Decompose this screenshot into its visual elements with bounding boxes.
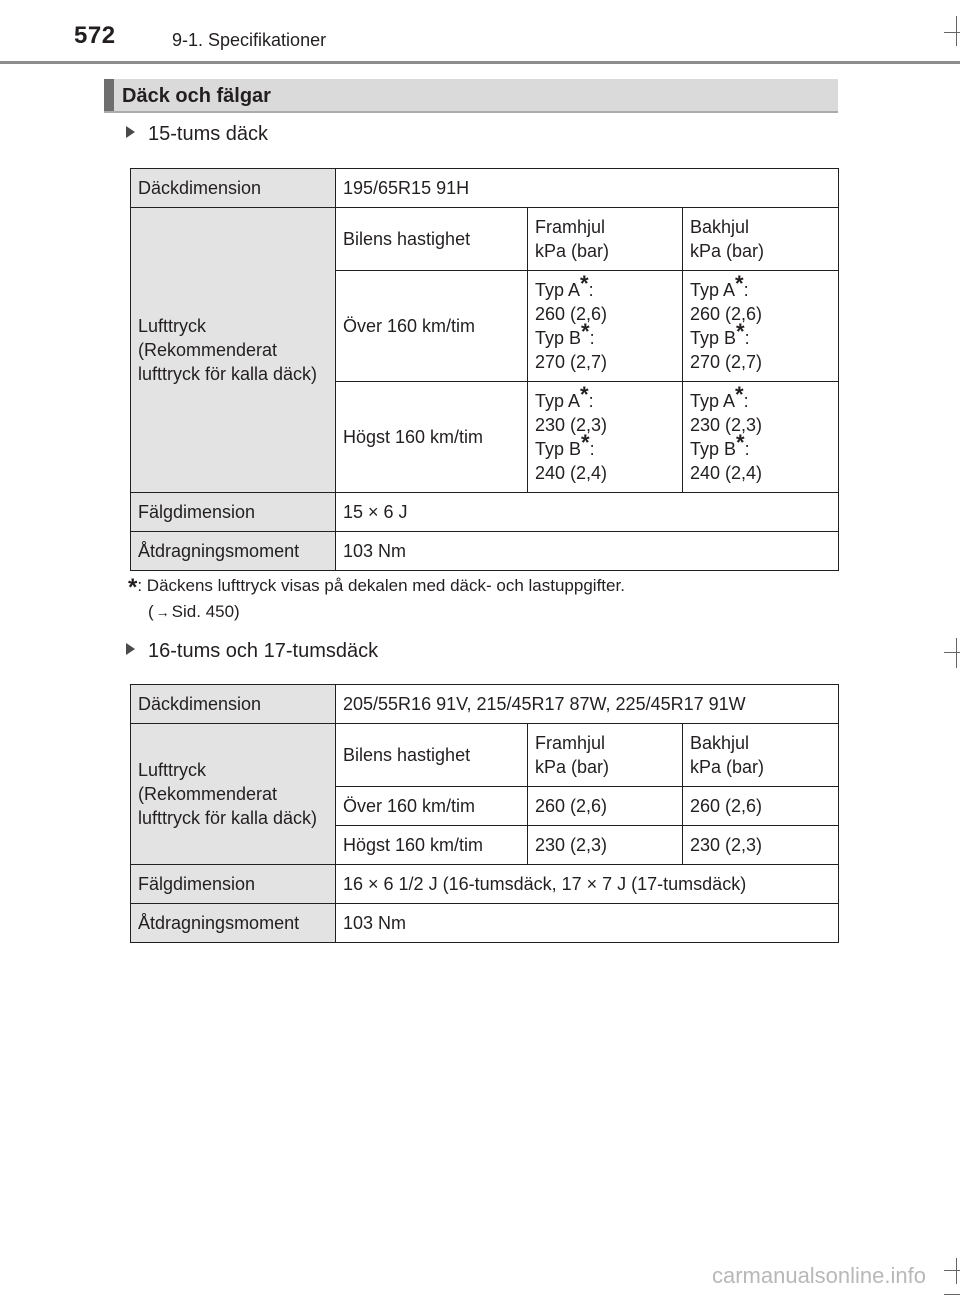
tire-table-16-17 <box>130 684 839 943</box>
pressure-label: Lufttryck (Rekommenderat lufttryck för kalla däck) <box>131 724 336 865</box>
pressure-label: Lufttryck (Rekommenderat lufttryck för kalla däck) <box>131 208 336 493</box>
crop-mark-top <box>944 16 960 46</box>
speed-header: Bilens hastighet <box>336 208 528 271</box>
rear-pressure-under: Typ A*: 230 (2,3) Typ B*: 240 (2,4) <box>683 382 839 493</box>
front-header: Framhjul kPa (bar) <box>528 724 683 787</box>
dimension-value: 205/55R16 91V, 215/45R17 87W, 225/45R17 91W <box>336 685 839 724</box>
dimension-label: Däckdimension <box>131 685 336 724</box>
rear-pressure-under: 230 (2,3) <box>683 826 839 865</box>
rear-header: Bakhjul kPa (bar) <box>683 724 839 787</box>
subheading-15: 15-tums däck <box>126 123 268 146</box>
front-header: Framhjul kPa (bar) <box>528 208 683 271</box>
table-row <box>131 904 839 943</box>
rear-pressure-over: 260 (2,6) <box>683 787 839 826</box>
header-rule <box>0 61 960 64</box>
rim-value: 16 × 6 1/2 J (16-tumsdäck, 17 × 7 J (17-tumsdäck) <box>336 865 839 904</box>
torque-label: Åtdragningsmoment <box>131 532 336 571</box>
dimension-label: Däckdimension <box>131 169 336 208</box>
footnote-marker: * <box>128 574 138 601</box>
table-row <box>131 865 839 904</box>
speed-under: Högst 160 km/tim <box>336 382 528 493</box>
triangle-bullet-icon <box>126 126 135 138</box>
section-title: Däck och fälgar <box>122 85 271 107</box>
chapter-title: 9-1. Specifikationer <box>172 30 327 50</box>
speed-over: Över 160 km/tim <box>336 787 528 826</box>
front-pressure-over: 260 (2,6) <box>528 787 683 826</box>
front-pressure-over: Typ A*: 260 (2,6) Typ B*: 270 (2,7) <box>528 271 683 382</box>
torque-value: 103 Nm <box>336 532 839 571</box>
table-row <box>131 724 839 787</box>
page-number: 572 <box>74 22 116 49</box>
speed-under: Högst 160 km/tim <box>336 826 528 865</box>
section-accent <box>104 79 114 111</box>
rim-label: Fälgdimension <box>131 493 336 532</box>
dimension-value: 195/65R15 91H <box>336 169 839 208</box>
front-pressure-under: Typ A*: 230 (2,3) Typ B*: 240 (2,4) <box>528 382 683 493</box>
rear-pressure-over: Typ A*: 260 (2,6) Typ B*: 270 (2,7) <box>683 271 839 382</box>
triangle-bullet-icon <box>126 643 135 655</box>
table-row <box>131 493 839 532</box>
tire-table-15 <box>130 168 839 571</box>
table-row <box>131 685 839 724</box>
crop-mark-bottom <box>944 1258 960 1298</box>
rim-label: Fälgdimension <box>131 865 336 904</box>
torque-value: 103 Nm <box>336 904 839 943</box>
section-heading <box>104 79 838 113</box>
watermark: carmanualsonline.info <box>711 1263 926 1288</box>
footnote-text: : Däckens lufttryck visas på dekalen med däck- och lastuppgifter. <box>137 576 625 595</box>
speed-header: Bilens hastighet <box>336 724 528 787</box>
table-row <box>131 169 839 208</box>
footnote <box>128 574 625 624</box>
front-pressure-under: 230 (2,3) <box>528 826 683 865</box>
table-row <box>131 532 839 571</box>
crop-mark-middle <box>944 638 960 668</box>
subheading-16-17: 16-tums och 17-tumsdäck <box>126 640 378 663</box>
rim-value: 15 × 6 J <box>336 493 839 532</box>
speed-over: Över 160 km/tim <box>336 271 528 382</box>
torque-label: Åtdragningsmoment <box>131 904 336 943</box>
table-row <box>131 208 839 271</box>
arrow-right-icon: → <box>155 604 170 620</box>
rear-header: Bakhjul kPa (bar) <box>683 208 839 271</box>
page-reference: ( → Sid. 450) <box>128 600 625 624</box>
